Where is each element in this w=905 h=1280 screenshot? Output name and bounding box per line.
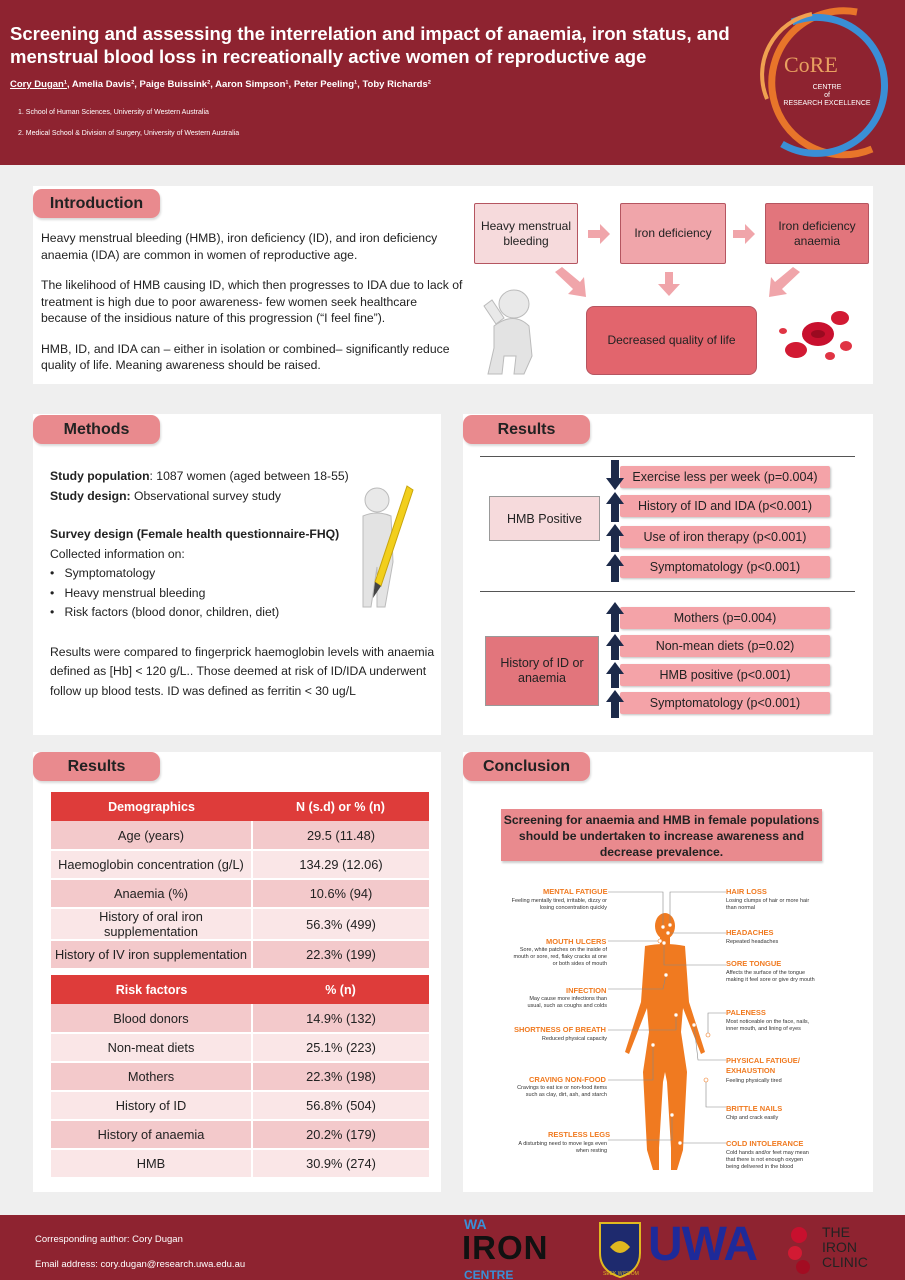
wa-iron-logo-main: IRON bbox=[462, 1229, 549, 1266]
symptom-infection-desc: May cause more infections than usual, such as coughs and colds bbox=[527, 996, 607, 1009]
flow-box-quality-of-life: Decreased quality of life bbox=[586, 306, 757, 375]
symptom-hair-loss-desc: Losing clumps of hair or more hair than normal bbox=[726, 898, 810, 911]
symptom-physical-fatigue: PHYSICAL FATIGUE/ EXHAUSTION bbox=[726, 1056, 800, 1075]
result-symptomatology-2: Symptomatology (p<0.001) bbox=[620, 692, 830, 714]
history-id-box: History of ID or anaemia bbox=[485, 636, 599, 706]
wa-iron-centre-logo bbox=[462, 1215, 582, 1280]
core-logo-rings bbox=[752, 4, 902, 162]
risk-header-row bbox=[51, 975, 429, 1004]
methods-bullet-2: • Heavy menstrual bleeding bbox=[50, 585, 206, 600]
risk-factors-header: Risk factors bbox=[51, 975, 252, 1004]
symptom-headaches: HEADACHES bbox=[726, 928, 774, 937]
arrow-up-icon bbox=[606, 690, 624, 718]
header bbox=[0, 0, 905, 165]
arrow-diag-left bbox=[555, 267, 586, 297]
results-left-heading: Results bbox=[33, 752, 160, 781]
results-right-heading: Results bbox=[463, 415, 590, 444]
pencil-figure-illustration bbox=[355, 482, 419, 612]
iron-clinic-droplets-icon bbox=[785, 1223, 815, 1277]
table-row: History of IV iron supplementation 22.3% (199) bbox=[51, 940, 429, 969]
result-iron-therapy: Use of iron therapy (p<0.001) bbox=[620, 526, 830, 548]
result-exercise: Exercise less per week (p=0.004) bbox=[620, 466, 830, 488]
methods-bullet-3: • Risk factors (blood donor, children, diet) bbox=[50, 605, 280, 619]
symptom-brittle-nails: BRITTLE NAILS bbox=[726, 1104, 783, 1113]
other-authors: , Amelia Davis², Paige Buissink², Aaron Simpson¹, Peter Peeling¹, Toby Richards² bbox=[67, 79, 431, 90]
symptom-paleness: PALENESS bbox=[726, 1008, 766, 1017]
hmb-positive-box: HMB Positive bbox=[489, 496, 600, 541]
table-row: Mothers 22.3% (198) bbox=[51, 1062, 429, 1091]
methods-heading: Methods bbox=[33, 415, 160, 444]
arrow-up-icon bbox=[606, 492, 624, 522]
introduction-heading: Introduction bbox=[33, 189, 160, 218]
core-logo-line2: of bbox=[824, 92, 830, 99]
blood-cells-illustration bbox=[768, 296, 864, 368]
introduction-text bbox=[41, 230, 466, 388]
table-row: HMB 30.9% (274) bbox=[51, 1149, 429, 1178]
demographics-header-row bbox=[51, 792, 429, 821]
methods-bullet-1: • Symptomatology bbox=[50, 566, 156, 580]
uwa-motto: SEEK WISDOM bbox=[603, 1271, 639, 1277]
study-design-label: Study design: bbox=[50, 488, 131, 503]
study-population-label: Study population bbox=[50, 469, 150, 483]
result-hmb-positive: HMB positive (p<0.001) bbox=[620, 664, 830, 686]
demographics-value-header: N (s.d) or % (n) bbox=[252, 792, 429, 821]
intro-paragraph-2: The likelihood of HMB causing ID, which then progresses to IDA due to lack of treatment is high due to poor awareness- few women seek healthcare because of the insidious nature of this progression (“I feel fine”). bbox=[41, 278, 463, 325]
result-history-id-ida: History of ID and IDA (p<0.001) bbox=[620, 495, 830, 517]
intro-paragraph-1: Heavy menstrual bleeding (HMB), iron deficiency (ID), and iron deficiency anaemia (IDA) are common in women of reproductive age. bbox=[41, 231, 438, 262]
study-population-value: : 1087 women (aged between 18-55) bbox=[149, 469, 349, 483]
arrow-up-icon bbox=[606, 602, 624, 632]
risk-value-header: % (n) bbox=[252, 975, 429, 1004]
arrow-up-icon bbox=[606, 634, 624, 660]
conclusion-statement: Screening for anaemia and HMB in female populations should be undertaken to increase awareness and decrease prevalence. bbox=[501, 809, 822, 861]
footer bbox=[0, 1215, 905, 1280]
study-design-value: Observational survey study bbox=[130, 488, 281, 503]
core-logo-line3: RESEARCH EXCELLENCE bbox=[783, 100, 871, 107]
symptom-brittle-nails-desc: Chip and crack easily bbox=[726, 1115, 779, 1121]
symptom-shortness-of-breath-desc: Reduced physical capacity bbox=[541, 1036, 607, 1042]
core-logo-subtitle bbox=[777, 84, 877, 108]
flow-box-iron-deficiency: Iron deficiency bbox=[620, 203, 726, 264]
demographics-header: Demographics bbox=[51, 792, 252, 821]
wa-iron-logo-top: WA bbox=[464, 1216, 487, 1232]
table-row: Non-meat diets 25.1% (223) bbox=[51, 1033, 429, 1062]
uwa-logo-text: UWA bbox=[648, 1218, 757, 1271]
table-row: Blood donors 14.9% (132) bbox=[51, 1004, 429, 1033]
table-row: History of oral iron supplementation 56.3% (499) bbox=[51, 908, 429, 940]
risk-factors-table bbox=[51, 975, 429, 1179]
table-row: Age (years) 29.5 (11.48) bbox=[51, 821, 429, 850]
symptom-craving-non-food-desc: Cravings to eat ice or non-food items such as clay, dirt, ash, and starch bbox=[517, 1085, 607, 1098]
core-logo-name: CoRE bbox=[784, 52, 838, 77]
survey-design-heading: Survey design (Female health questionnaire-FHQ) bbox=[50, 527, 340, 541]
symptom-mental-fatigue: MENTAL FATIGUE bbox=[543, 887, 608, 896]
wa-iron-logo-bottom: CENTRE bbox=[464, 1268, 514, 1280]
core-logo bbox=[752, 4, 902, 162]
trend-arrows bbox=[606, 460, 624, 720]
results-divider-mid bbox=[480, 591, 855, 592]
demographics-table bbox=[51, 792, 429, 970]
symptom-paleness-desc: Most noticeable on the face, nails, inner mouth, and lining of eyes bbox=[726, 1019, 810, 1032]
arrow-right-1 bbox=[588, 224, 610, 244]
table-row: History of ID 56.8% (504) bbox=[51, 1091, 429, 1120]
table-row: Haemoglobin concentration (g/L) 134.29 (12.06) bbox=[51, 850, 429, 879]
affiliation-1: 1. School of Human Sciences, University of Western Australia bbox=[18, 109, 209, 116]
arrow-down-center bbox=[658, 272, 680, 296]
arrow-down-icon bbox=[606, 460, 624, 490]
table-row: Anaemia (%) 10.6% (94) bbox=[51, 879, 429, 908]
symptom-sore-tongue: SORE TONGUE bbox=[726, 959, 782, 968]
symptom-restless-legs: RESTLESS LEGS bbox=[548, 1130, 611, 1139]
symptom-mental-fatigue-desc: Feeling mentally tired, irritable, dizzy or losing concentration quickly bbox=[511, 898, 607, 911]
collected-info-label: Collected information on: bbox=[50, 546, 185, 561]
conclusion-heading: Conclusion bbox=[463, 752, 590, 781]
arrow-right-2 bbox=[733, 224, 755, 244]
symptom-craving-non-food: CRAVING NON-FOOD bbox=[529, 1075, 606, 1084]
corresponding-author: Corresponding author: Cory Dugan bbox=[35, 1234, 183, 1245]
table-row: History of anaemia 20.2% (179) bbox=[51, 1120, 429, 1149]
poster-title: Screening and assessing the interrelation and impact of anaemia, iron status, and menstrual blood loss in recreationally active women of reproductive age bbox=[10, 23, 730, 67]
symptom-sore-tongue-desc: Affects the surface of the tongue making it feel sore or give dry mouth bbox=[726, 970, 815, 983]
core-logo-line1: CENTRE bbox=[812, 84, 842, 91]
symptom-mouth-ulcers-desc: Sore, white patches on the inside of mouth or sore, red, flaky cracks at one or both sides of mouth bbox=[513, 947, 607, 967]
symptom-infection: INFECTION bbox=[566, 986, 607, 995]
symptom-connector-lines bbox=[608, 885, 730, 1155]
symptom-physical-fatigue-desc: Feeling physically tired bbox=[726, 1078, 782, 1084]
sad-figure-illustration bbox=[474, 286, 546, 380]
iron-clinic-logo-text: THE IRON CLINIC bbox=[822, 1224, 868, 1270]
arrow-up-icon bbox=[606, 554, 624, 582]
symptom-shortness-of-breath: SHORTNESS OF BREATH bbox=[514, 1025, 606, 1034]
symptom-cold-intolerance: COLD INTOLERANCE bbox=[726, 1139, 804, 1148]
arrow-up-icon bbox=[606, 524, 624, 552]
symptom-mouth-ulcers: MOUTH ULCERS bbox=[546, 937, 607, 946]
intro-paragraph-3: HMB, ID, and IDA can – either in isolation or combined– significantly reduce quality of life. Meaning awareness should be raised. bbox=[41, 341, 450, 372]
flow-box-ida: Iron deficiency anaemia bbox=[765, 203, 869, 264]
flow-box-hmb: Heavy menstrual bleeding bbox=[474, 203, 578, 264]
symptom-hair-loss: HAIR LOSS bbox=[726, 887, 767, 896]
author-list bbox=[10, 79, 431, 90]
symptom-restless-legs-desc: A disturbing need to move legs even when resting bbox=[518, 1141, 607, 1154]
arrow-up-icon bbox=[606, 662, 624, 688]
author-email[interactable]: Email address: cory.dugan@research.uwa.edu.au bbox=[35, 1259, 246, 1270]
methods-results-text: Results were compared to fingerprick haemoglobin levels with anaemia defined as [Hb] < 120 g/L.. Those deemed at risk of ID/IDA underwent follow up blood tests. ID was defined as ferritin < 30 ug/L bbox=[50, 644, 435, 698]
result-mothers: Mothers (p=0.004) bbox=[620, 607, 830, 629]
affiliation-2: 2. Medical School & Division of Surgery, University of Western Australia bbox=[18, 130, 240, 137]
result-symptomatology-1: Symptomatology (p<0.001) bbox=[620, 556, 830, 578]
arrow-diag-right bbox=[769, 267, 800, 297]
symptom-cold-intolerance-desc: Cold hands and/or feet may mean that there is not enough oxygen being delivered in the blood bbox=[726, 1150, 809, 1170]
results-divider-top bbox=[480, 456, 855, 457]
first-author: Cory Dugan¹ bbox=[10, 79, 67, 90]
result-non-meat-diets: Non-mean diets (p=0.02) bbox=[620, 635, 830, 657]
symptom-headaches-desc: Repeated headaches bbox=[726, 939, 779, 945]
